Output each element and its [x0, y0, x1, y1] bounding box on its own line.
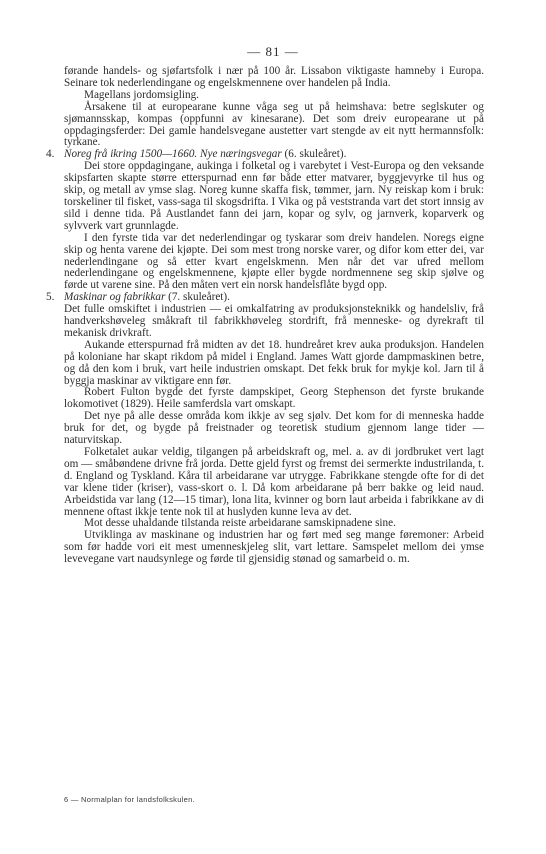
section-4-paragraph-1: Dei store oppdagingane, aukinga i folketal og i varebytet i Vest-Europa og den veksande skipsfarten skapte større etterspurnad enn før både etter matvarer, byggjevyrke til hus og skip, og metall av ymse slag. Noreg kunne skaffa fisk, tømmer, jarn. Ny reiskap kom i bruk: torskeliner til fisket, vass-saga til skogsdrifta. I Vika og på veststranda vart det stort innsig av sild i denne tida. På Austlandet fann dei jarn, kopar og sylv, og jarnverk, koparverk og sylvverk vart grunnlagde.	[64, 160, 484, 232]
section-5-paragraph-6: Mot desse uhaldande tilstanda reiste arbeidarane samskipnadene sine.	[84, 517, 396, 530]
section-5-paragraph-2: Aukande etterspurnad frå midten av det 18. hundreåret krev auka produksjon. Handelen på koloniane har skapt rikdom på midel i England. James Watt gjorde dampmaskinen betre, og då den kom i bruk, vart heile industrien omskapt. Det fekk bruk for mykje kol. Jarn til å byggja maskinar av viktigare enn før.	[64, 338, 484, 387]
section-5-number: 5.	[46, 291, 55, 304]
intro-paragraph-2: Magellans jordomsigling.	[84, 88, 199, 101]
intro-paragraph-3: Årsakene til at europearane kunne våga seg ut på heimshava: betre seglskuter og sjømannsskap, kompas (oppfunni av kinesarane). Det som dreiv europearane ut på oppdagingsferder: Dei gamle handelsvegane austetter vart stengde av eit nytt hermannsfolk: tyrkane.	[64, 100, 484, 149]
section-4-title: Noreg frå ikring 1500—1660. Nye næringsvegar	[64, 148, 282, 161]
section-5-heading	[46, 291, 484, 304]
section-4-number: 4.	[46, 148, 55, 161]
section-5-paragraph-7: Utviklinga av maskinane og industrien har og ført med seg mange føremoner: Arbeid som før hadde vori eit mest umenneskjeleg slit, vart lettare. Samspelet mellom dei ymse levevegane vart naudsynlege og førde til gjensidig stønad og samarbeid o. m.	[64, 529, 484, 566]
section-5-paragraph-5: Folketalet aukar veldig, tilgangen på arbeidskraft og, mel. a. av di jordbruket vert lagt om — småbøndene drivne frå jorda. Dette gjeld fyrst og fremst dei sermerkte industrilanda, t. d. England og Tyskland. Kåra til arbeidarane var utrygge. Fabrikkane stengde ofte for di det var klene tider (kriser), vass-skort o. l. Då kom arbeidarane på berr bakke og leid naud. Arbeidstida var lang (12—15 timar), lona lita, kvinner og born laut arbeida i fabrikkane av di mennene oftast ikkje tente nok til at huslyden kunne leva av det.	[64, 446, 484, 518]
section-5-subtitle: (7. skuleåret).	[168, 291, 230, 304]
section-5-paragraph-3: Robert Fulton bygde det fyrste dampskipet, Georg Stephenson det fyrste brukande lokomotivet (1829). Heile samferdsla vart omskapt.	[64, 386, 484, 411]
section-4-subtitle: (6. skuleåret).	[284, 148, 347, 161]
page-number: — 81 —	[247, 44, 299, 59]
section-4-heading	[46, 148, 484, 161]
section-5-title: Maskinar og fabrikkar	[64, 291, 166, 304]
footnote: 6 — Normalplan for landsfolkskulen.	[64, 795, 195, 804]
section-5-paragraph-4: Det nye på alle desse områda kom ikkje av seg sjølv. Det kom for di menneska hadde bruk for det, og bygde på freistnader og teoretisk studium gjennom lange tider — naturvitskap.	[64, 410, 484, 447]
section-5-paragraph-1: Det fulle omskiftet i industrien — ei omkalfatring av produksjonsteknikk og handelsliv, frå handverkshøveleg småkraft til fabrikkhøveleg stordrift, frå menneske- og dyrekraft til mekanisk drivkraft.	[64, 303, 484, 339]
body-text	[46, 65, 484, 566]
section-4-paragraph-2: I den fyrste tida var det nederlendingar og tyskarar som dreiv handelen. Noregs eigne skip og henta varene dei kjøpte. Dei som mest trong norske varer, og difor kom etter dei, var nederlendingane og så etter kvart engelskmenn. Men når det var ufred mellom nederlendingane og engelskmennene, kjøpte eller bygde nordmennene seg skip sjølve og førde ut varene sine. På den måten vert ein norsk handelsflåte bygd opp.	[64, 231, 484, 292]
intro-paragraph-1: førande handels- og sjøfartsfolk i nær på 100 år. Lissabon viktigaste hamneby i Europa. Seinare tok nederlendingane og engelskmennene over handelen på India.	[64, 65, 484, 89]
